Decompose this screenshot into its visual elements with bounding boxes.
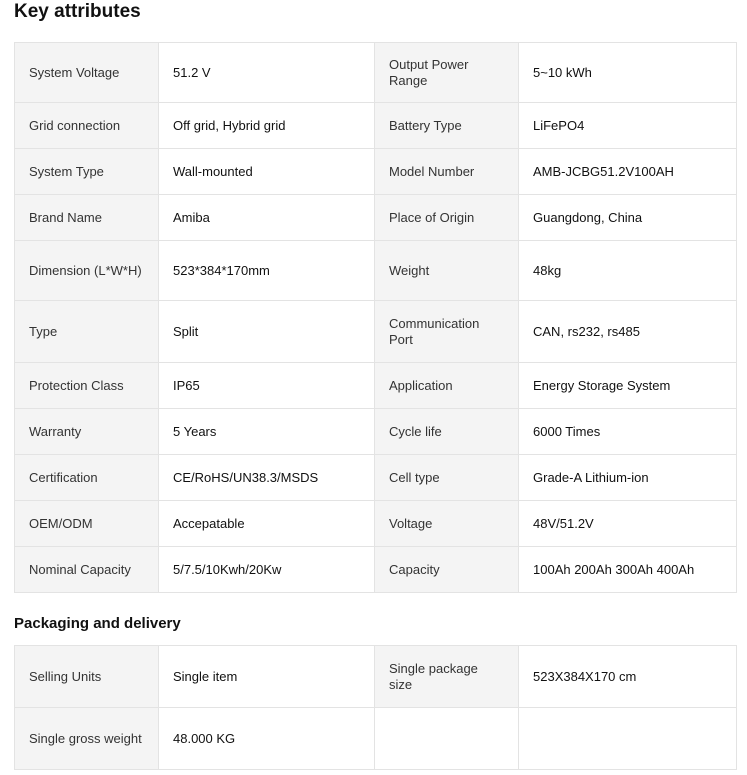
- attribute-value: Grade-A Lithium-ion: [519, 455, 737, 501]
- attribute-label: Brand Name: [15, 195, 159, 241]
- attribute-value: IP65: [159, 363, 375, 409]
- packaging-value: 523X384X170 cm: [519, 646, 737, 708]
- attribute-label: OEM/ODM: [15, 501, 159, 547]
- attribute-value: Accepatable: [159, 501, 375, 547]
- attribute-value: AMB-JCBG51.2V100AH: [519, 149, 737, 195]
- attribute-label: Place of Origin: [375, 195, 519, 241]
- attribute-row: [15, 363, 737, 409]
- packaging-label: Selling Units: [15, 646, 159, 708]
- attribute-value: CE/RoHS/UN38.3/MSDS: [159, 455, 375, 501]
- attribute-value: Wall-mounted: [159, 149, 375, 195]
- packaging-label: Single gross weight: [15, 708, 159, 770]
- attribute-label: Communication Port: [375, 301, 519, 363]
- attribute-row: [15, 103, 737, 149]
- attribute-label: Warranty: [15, 409, 159, 455]
- attribute-value: 5/7.5/10Kwh/20Kw: [159, 547, 375, 593]
- attribute-label: Grid connection: [15, 103, 159, 149]
- attribute-value: Amiba: [159, 195, 375, 241]
- attribute-label: Weight: [375, 241, 519, 301]
- attribute-label: Application: [375, 363, 519, 409]
- attribute-row: [15, 241, 737, 301]
- attribute-label: Protection Class: [15, 363, 159, 409]
- attribute-label: Capacity: [375, 547, 519, 593]
- attribute-label: Type: [15, 301, 159, 363]
- attribute-value: 48kg: [519, 241, 737, 301]
- empty-cell: [375, 708, 519, 770]
- packaging-row: [15, 646, 737, 708]
- attribute-value: Guangdong, China: [519, 195, 737, 241]
- packaging-value: 48.000 KG: [159, 708, 375, 770]
- attribute-row: [15, 409, 737, 455]
- attribute-value: CAN, rs232, rs485: [519, 301, 737, 363]
- attribute-label: Battery Type: [375, 103, 519, 149]
- attribute-label: Output Power Range: [375, 43, 519, 103]
- attribute-row: [15, 195, 737, 241]
- attribute-row: [15, 149, 737, 195]
- attribute-value: 5~10 kWh: [519, 43, 737, 103]
- attribute-row: [15, 43, 737, 103]
- attribute-label: Dimension (L*W*H): [15, 241, 159, 301]
- attribute-label: Voltage: [375, 501, 519, 547]
- attribute-value: 48V/51.2V: [519, 501, 737, 547]
- packaging-value: Single item: [159, 646, 375, 708]
- attribute-row: [15, 455, 737, 501]
- attribute-value: 100Ah 200Ah 300Ah 400Ah: [519, 547, 737, 593]
- attribute-value: 6000 Times: [519, 409, 737, 455]
- attribute-value: LiFePO4: [519, 103, 737, 149]
- attribute-label: System Voltage: [15, 43, 159, 103]
- attribute-row: [15, 501, 737, 547]
- empty-cell: [519, 708, 737, 770]
- packaging-label: Single package size: [375, 646, 519, 708]
- attribute-value: Energy Storage System: [519, 363, 737, 409]
- attribute-label: System Type: [15, 149, 159, 195]
- attribute-value: 51.2 V: [159, 43, 375, 103]
- attribute-label: Cycle life: [375, 409, 519, 455]
- attribute-label: Nominal Capacity: [15, 547, 159, 593]
- attribute-row: [15, 547, 737, 593]
- packaging-row: [15, 708, 737, 770]
- attribute-label: Model Number: [375, 149, 519, 195]
- attribute-value: 5 Years: [159, 409, 375, 455]
- attribute-value: 523*384*170mm: [159, 241, 375, 301]
- attribute-value: Off grid, Hybrid grid: [159, 103, 375, 149]
- packaging-delivery-title: Packaging and delivery: [14, 615, 181, 632]
- attribute-row: [15, 301, 737, 363]
- key-attributes-title: Key attributes: [14, 1, 141, 22]
- key-attributes-table: [14, 42, 737, 593]
- attribute-label: Cell type: [375, 455, 519, 501]
- attribute-label: Certification: [15, 455, 159, 501]
- packaging-table: [14, 645, 737, 770]
- attribute-value: Split: [159, 301, 375, 363]
